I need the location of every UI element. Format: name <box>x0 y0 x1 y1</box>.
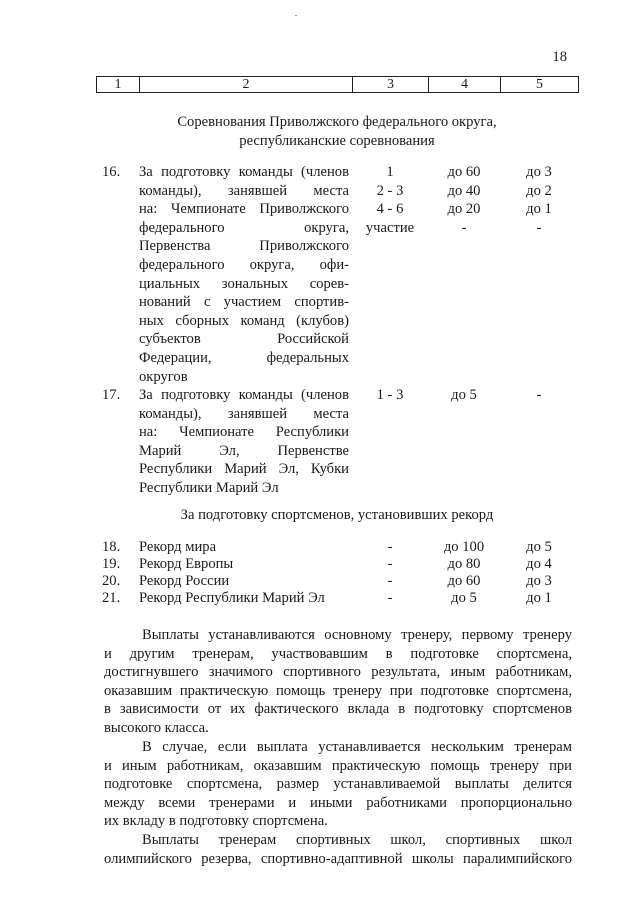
description-line: За подготовку команды (членов <box>139 164 349 180</box>
row-description <box>139 163 349 386</box>
paragraph-line: между всеми тренерами и иными работниками пропорционально <box>104 794 572 811</box>
paragraph-line: Выплаты тренерам спортивных школ, спортивных школ <box>142 832 572 848</box>
column-5-values <box>500 386 578 405</box>
column-4-values <box>428 163 500 237</box>
column-4-values <box>428 386 500 405</box>
column-5-value: до 5 <box>526 539 552 555</box>
description-line: ных сборных команд (клубов) <box>139 312 349 329</box>
paragraph-line: в зависимости от их фактического вклада в подготовку спортсменов <box>104 701 572 718</box>
column-4-value: до 80 <box>447 556 481 572</box>
place-column <box>352 386 428 405</box>
row-number: 19. <box>102 556 121 572</box>
place-value: - <box>387 539 393 555</box>
description-line: нований с участием спортив- <box>139 294 349 311</box>
place-value: - <box>387 556 393 572</box>
row-number: 18. <box>102 539 121 555</box>
section-title-records: За подготовку спортсменов, установивших рекорд <box>180 507 494 523</box>
column-header-2: 2 <box>140 77 353 93</box>
place-value: - <box>387 590 393 606</box>
section-title-competitions <box>96 113 578 150</box>
column-4-value: до 40 <box>447 182 481 199</box>
row-number: 20. <box>102 573 121 589</box>
paragraph-3 <box>104 831 572 868</box>
column-header-4: 4 <box>429 77 501 93</box>
place-value: 1 - 3 <box>376 387 404 403</box>
paragraph-line: подготовке спортсмена, размер устанавливаемой выплаты делится <box>104 776 572 793</box>
place-column <box>352 163 428 237</box>
column-5-value: до 2 <box>526 182 552 199</box>
place-value: 4 - 6 <box>376 201 404 218</box>
column-4-value: до 100 <box>443 539 485 555</box>
description-line: Первенства Приволжского <box>139 238 349 255</box>
column-5-value: до 1 <box>526 201 552 218</box>
description-line: Федерации, федеральных <box>139 349 349 366</box>
column-5-value: - <box>536 219 542 236</box>
description-line: Республики Марий Эл, Кубки <box>139 461 349 478</box>
description-line: федерального округа, офи- <box>139 256 349 273</box>
column-number-header <box>96 76 579 93</box>
column-header-5: 5 <box>501 77 579 93</box>
description-line: циальных зональных сорев- <box>139 275 349 292</box>
scan-speck <box>295 15 297 16</box>
place-value: - <box>387 573 393 589</box>
description-line: округов <box>139 368 188 385</box>
column-4-value: до 5 <box>451 590 477 606</box>
column-5-values <box>500 163 578 237</box>
paragraph-line: достигнувшего значимого спортивного результата, иным работникам, <box>104 664 572 681</box>
section-title-line: республиканские соревнования <box>239 132 435 149</box>
page-number: 18 <box>552 49 567 65</box>
column-4-value: до 5 <box>451 387 477 403</box>
description-line: Марий Эл, Первенстве <box>139 442 349 459</box>
paragraph-line: В случае, если выплата устанавливается нескольким тренерам <box>142 739 572 755</box>
paragraph-line: и другим тренерам, участвовавшим в подготовке спортсмена, <box>104 645 572 662</box>
place-value: участие <box>365 219 415 236</box>
place-value: 1 <box>386 164 394 180</box>
description-line: За подготовку команды (членов <box>139 387 349 403</box>
paragraph-1 <box>104 626 572 738</box>
row-number: 17. <box>102 387 121 403</box>
column-4-value: до 20 <box>447 201 481 218</box>
description-line: команды), занявшей места <box>139 182 349 199</box>
description-line: федерального округа, <box>139 219 349 236</box>
column-4-value: до 60 <box>447 164 481 180</box>
paragraph-line: и иным работникам, оказавшим практическую помощь тренеру при <box>104 757 572 774</box>
record-name: Рекорд Республики Марий Эл <box>139 590 325 606</box>
paragraph-line: их вкладу в подготовку спортсмена. <box>104 813 328 830</box>
record-name: Рекорд Европы <box>139 556 234 572</box>
place-value: 2 - 3 <box>376 182 404 199</box>
row-number: 21. <box>102 590 121 606</box>
description-line: команды), занявшей места <box>139 405 349 422</box>
record-name: Рекорд мира <box>139 539 217 555</box>
record-name: Рекорд России <box>139 573 230 589</box>
column-5-value: - <box>536 387 542 403</box>
column-header-1: 1 <box>97 77 140 93</box>
row-description <box>139 386 349 498</box>
paragraph-line: оказавшим практическую помощь тренеру при подготовке спортсмена, <box>104 682 572 699</box>
row-number: 16. <box>102 164 121 180</box>
section-title-line: Соревнования Приволжского федерального округа, <box>177 114 497 130</box>
description-line: субъектов Российской <box>139 331 349 348</box>
paragraph-line: Выплаты устанавливаются основному тренеру, первому тренеру <box>142 627 572 643</box>
paragraph-2 <box>104 738 572 831</box>
paragraph-line: высокого класса. <box>104 719 209 736</box>
column-5-value: до 1 <box>526 590 552 606</box>
column-header-3: 3 <box>353 77 429 93</box>
column-5-value: до 3 <box>526 573 552 589</box>
column-4-value: до 60 <box>447 573 481 589</box>
description-line: на: Чемпионате Приволжского <box>139 201 349 218</box>
column-4-value: - <box>461 219 467 236</box>
column-5-value: до 4 <box>526 556 552 572</box>
description-line: на: Чемпионате Республики <box>139 424 349 441</box>
description-line: Республики Марий Эл <box>139 479 279 496</box>
paragraph-line: олимпийского резерва, спортивно-адаптивной школы паралимпийского <box>104 850 572 867</box>
column-5-value: до 3 <box>526 164 552 180</box>
